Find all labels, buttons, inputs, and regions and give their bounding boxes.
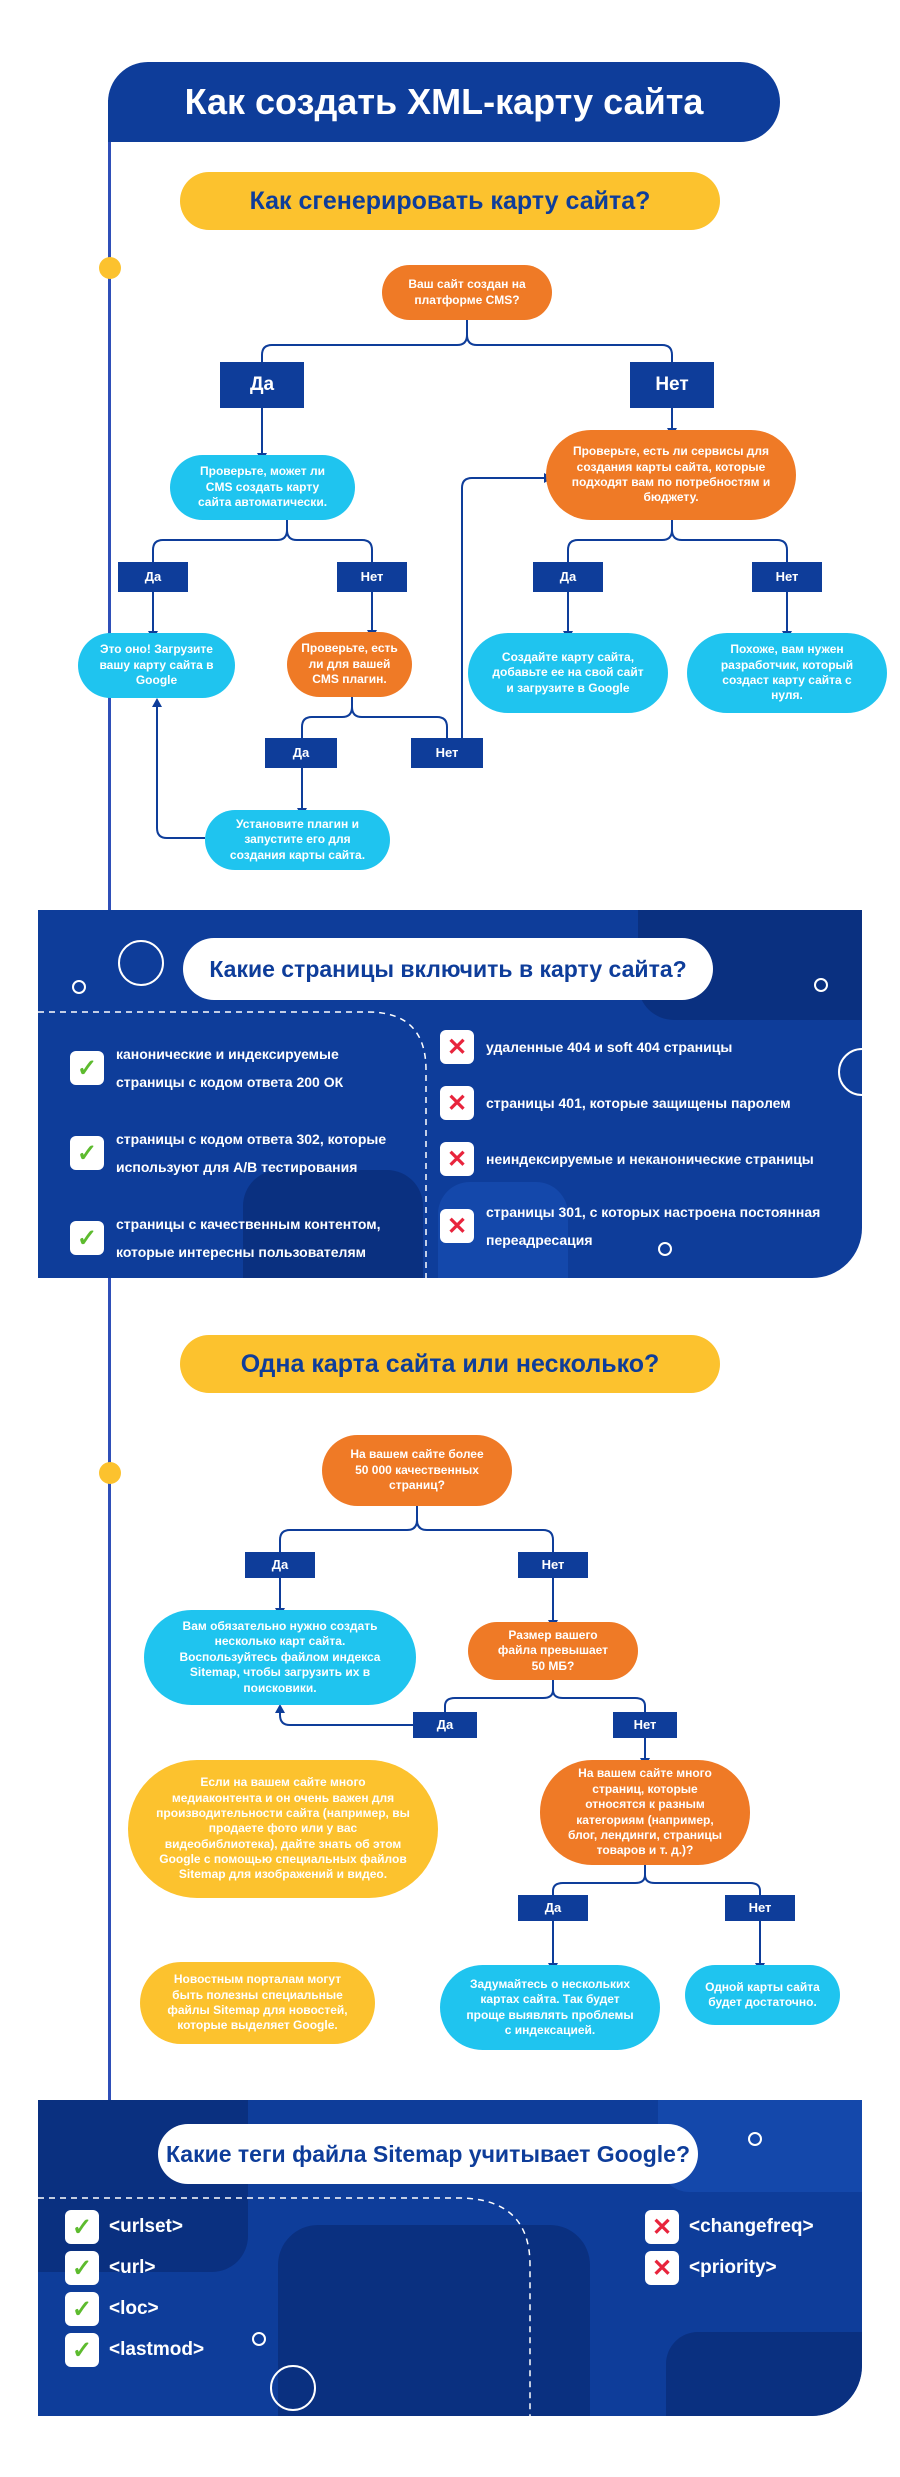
tag-text: <lastmod> [109, 2339, 205, 2360]
cross-icon: ✕ [440, 1209, 474, 1243]
node-no: Нет [630, 362, 714, 408]
include-text: которые интересны пользователям [116, 1244, 366, 1260]
check-icon: ✓ [65, 2251, 99, 2285]
check-icon: ✓ [65, 2210, 99, 2244]
tag-text: <priority> [689, 2257, 777, 2278]
exclude-text: переадресация [486, 1232, 593, 1248]
include-text: страницы с качественным контентом, [116, 1216, 381, 1232]
node-must-create: Вам обязательно нужно создать несколько карт сайта. Воспользуйтесь файлом индекса Sitemap, чтобы загрузить их в поисковики. [144, 1610, 416, 1705]
node-yes-3: Да [518, 1895, 588, 1921]
section2-title: Какие страницы включить в карту сайта? [183, 938, 713, 1000]
node-yes-4: Да [533, 562, 603, 592]
node-check-services: Проверьте, есть ли сервисы для создания карты сайта, которые подходят вам по потребностям и бюджету. [546, 430, 796, 520]
node-check-plugin: Проверьте, есть ли для вашей CMS плагин. [287, 632, 412, 697]
page-title: Как создать XML-карту сайта [108, 62, 780, 142]
tag-text: <url> [109, 2257, 156, 2278]
node-think-several: Задумайтесь о нескольких картах сайта. Так будет проще выявлять проблемы с индексацией. [440, 1965, 660, 2050]
section4-title: Какие теги файла Sitemap учитывает Google? [158, 2124, 698, 2184]
include-text: страницы с кодом ответа 302, которые [116, 1131, 387, 1147]
node-yes: Да [220, 362, 304, 408]
node-categories-question: На вашем сайте много страниц, которые относятся к разным категориям (например, блог, лендинги, страницы товаров и т. д.)? [540, 1760, 750, 1865]
node-yes-2: Да [118, 562, 188, 592]
node-no-2: Нет [613, 1712, 677, 1738]
tag-used [65, 2292, 159, 2326]
node-cms-question: Ваш сайт создан на платформе CMS? [382, 265, 552, 320]
node-no-3: Нет [725, 1895, 795, 1921]
node-upload-google: Это оно! Загрузите вашу карту сайта в Google [78, 633, 235, 698]
tag-text: <changefreq> [689, 2216, 814, 2237]
cross-icon: ✕ [645, 2210, 679, 2244]
decor-circle [252, 2332, 266, 2346]
cross-icon: ✕ [440, 1142, 474, 1176]
tag-used [65, 2333, 204, 2367]
node-yes-3: Да [265, 738, 337, 768]
check-icon: ✓ [65, 2333, 99, 2367]
cross-icon: ✕ [440, 1086, 474, 1120]
tag-used [65, 2210, 183, 2244]
node-news: Новостным порталам могут быть полезны специальные файлы Sitemap для новостей, которые выделяет Google. [140, 1962, 375, 2044]
node-no-4: Нет [752, 562, 822, 592]
include-text: страницы с кодом ответа 200 ОК [116, 1074, 344, 1090]
exclude-text: удаленные 404 и soft 404 страницы [486, 1039, 733, 1055]
tag-used [65, 2251, 155, 2285]
node-size-question: Размер вашего файла превышает 50 МБ? [468, 1622, 638, 1680]
section1-title: Как сгенерировать карту сайта? [180, 172, 720, 230]
node-no-3: Нет [411, 738, 483, 768]
tag-text: <urlset> [109, 2216, 183, 2237]
node-yes-2: Да [413, 1712, 477, 1738]
exclude-text: страницы 401, которые защищены паролем [486, 1095, 791, 1111]
node-media: Если на вашем сайте много медиаконтента и он очень важен для производительности сайта (например, вы продаете фото или у вас видеобиблиотека), дайте знать об этом Google с помощью специальных файлов Sitemap для изображений и видео. [128, 1760, 438, 1898]
node-50000-question: На вашем сайте более 50 000 качественных страниц? [322, 1435, 512, 1506]
cross-icon: ✕ [645, 2251, 679, 2285]
exclude-text: страницы 301, с которых настроена постоянная [486, 1204, 821, 1220]
include-text: канонические и индексируемые [116, 1046, 339, 1062]
check-icon: ✓ [70, 1051, 104, 1085]
tag-ignored [645, 2251, 777, 2285]
check-icon: ✓ [70, 1136, 104, 1170]
include-text: используют для A/B тестирования [116, 1159, 358, 1175]
node-need-developer: Похоже, вам нужен разработчик, который создаст карту сайта с нуля. [687, 633, 887, 713]
check-icon: ✓ [65, 2292, 99, 2326]
node-check-cms: Проверьте, может ли CMS создать карту сайта автоматически. [170, 455, 355, 520]
decor-circle [748, 2132, 762, 2146]
section3-title: Одна карта сайта или несколько? [180, 1335, 720, 1393]
node-create-own: Создайте карту сайта, добавьте ее на свой сайт и загрузите в Google [468, 633, 668, 713]
node-install-plugin: Установите плагин и запустите его для создания карты сайта. [205, 810, 390, 870]
node-no: Нет [518, 1552, 588, 1578]
node-yes: Да [245, 1552, 315, 1578]
tag-text: <loc> [109, 2298, 159, 2319]
node-one-enough: Одной карты сайта будет достаточно. [685, 1965, 840, 2025]
cross-icon: ✕ [440, 1030, 474, 1064]
node-no-2: Нет [337, 562, 407, 592]
check-icon: ✓ [70, 1221, 104, 1255]
exclude-text: неиндексируемые и неканонические страницы [486, 1151, 814, 1167]
tag-ignored [645, 2210, 814, 2244]
decor-circle [270, 2365, 316, 2411]
